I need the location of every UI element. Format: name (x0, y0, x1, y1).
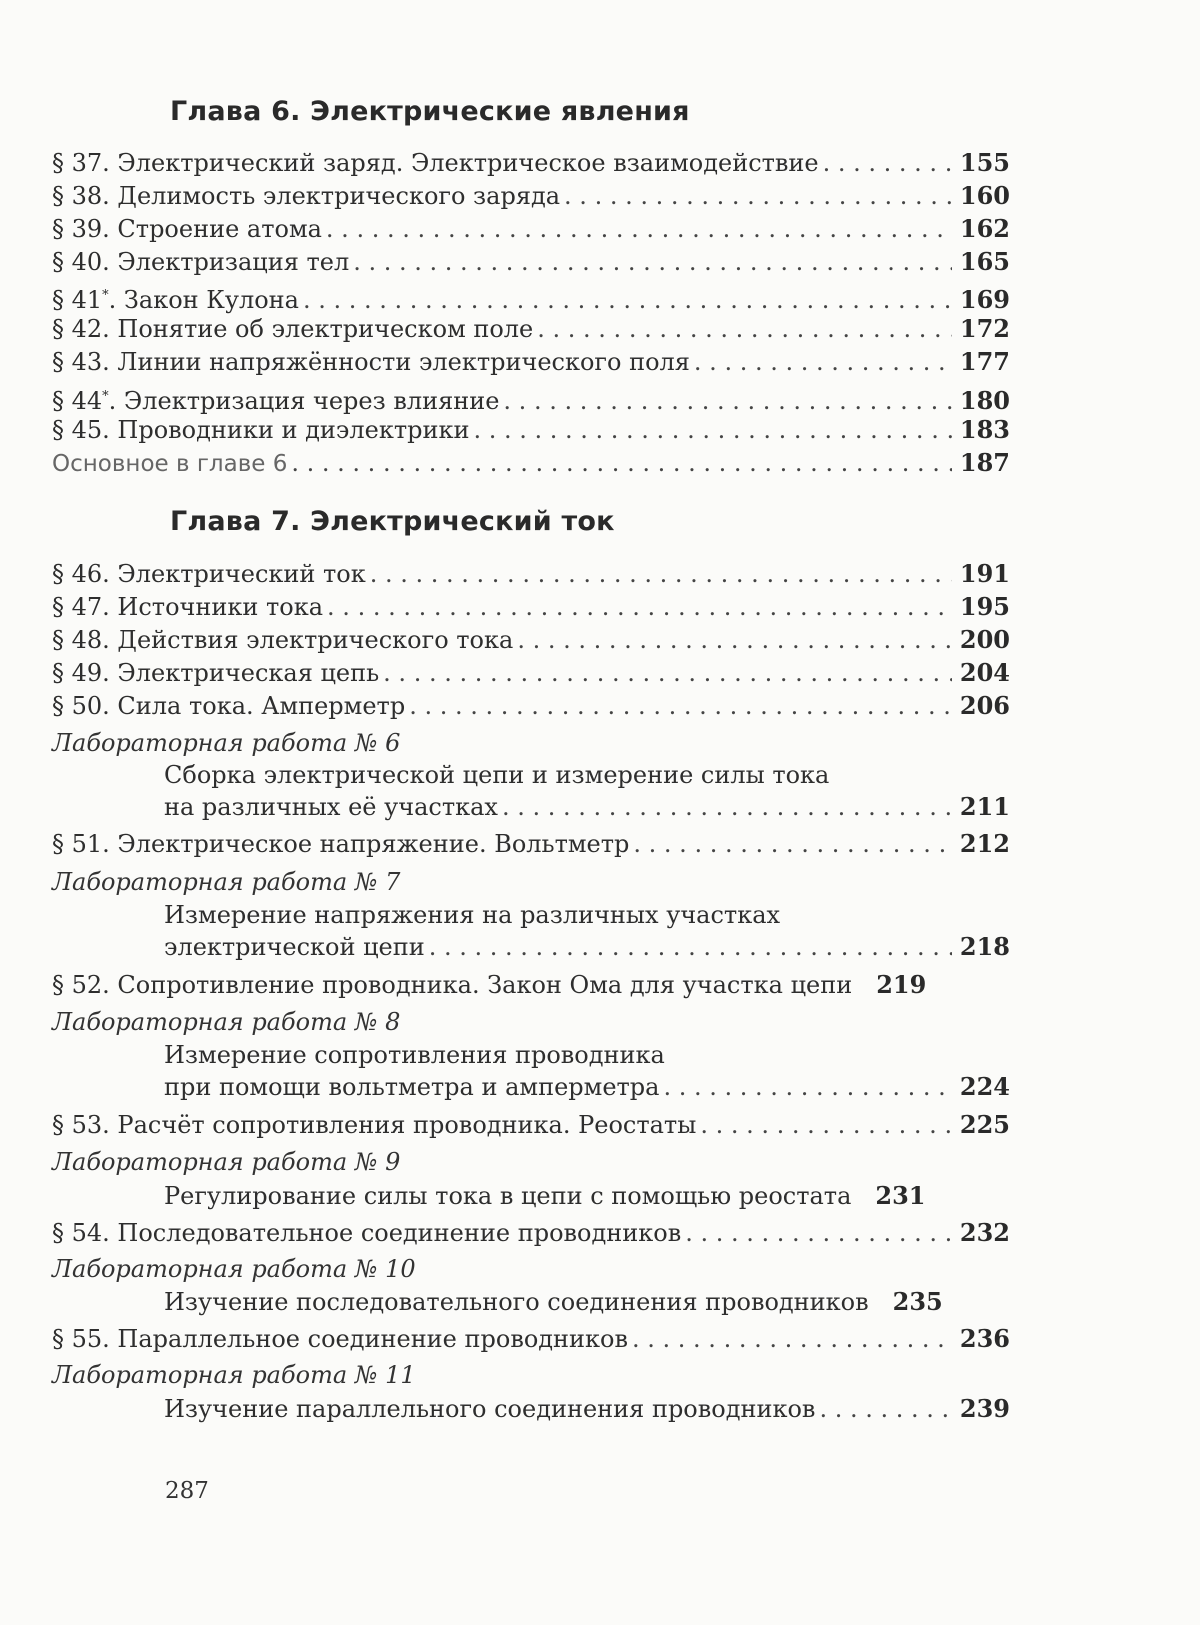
entry-label: § 54. Последовательное соединение проводников (52, 1219, 682, 1247)
chapter-7-title: Глава 7. Электрический ток (170, 506, 615, 537)
entry-page: 177 (959, 347, 1010, 376)
toc-entry (52, 691, 1010, 721)
entry-label: § 44*. Электризация через влияние (52, 387, 500, 415)
entry-page: 160 (959, 181, 1010, 210)
toc-entry (52, 314, 1010, 344)
entry-label: § 41*. Закон Кулона (52, 286, 299, 314)
entry-page: 172 (959, 314, 1010, 343)
lab-heading: Лабораторная работа № 10 (52, 1255, 416, 1283)
entry-page: 236 (959, 1324, 1010, 1353)
lab-heading: Лабораторная работа № 9 (52, 1148, 401, 1176)
entry-label: § 37. Электрический заряд. Электрическое взаимодействие (52, 149, 819, 177)
lab-heading: Лабораторная работа № 8 (52, 1008, 401, 1036)
entry-page: 200 (959, 625, 1010, 654)
lab-heading: Лабораторная работа № 7 (52, 868, 401, 896)
toc-entry (52, 970, 1010, 1000)
lab-heading: Лабораторная работа № 6 (52, 729, 401, 757)
entry-page: 224 (959, 1072, 1010, 1101)
entry-label: Изучение последовательного соединения проводников (164, 1288, 869, 1316)
entry-page: 219 (876, 970, 927, 999)
lab-title-line: Сборка электрической цепи и измерение силы тока (164, 761, 830, 789)
entry-page: 206 (959, 691, 1010, 720)
entry-label: § 53. Расчёт сопротивления проводника. Реостаты (52, 1111, 697, 1139)
toc-lab-entry (164, 792, 1010, 822)
toc-summary-entry (52, 448, 1010, 479)
toc-entry (52, 1218, 1010, 1248)
toc-lab-entry (164, 1287, 1010, 1317)
entry-label: при помощи вольтметра и амперметра (164, 1073, 660, 1101)
entry-label: § 40. Электризация тел (52, 248, 350, 276)
entry-page: 195 (959, 592, 1010, 621)
entry-page: 231 (875, 1181, 926, 1210)
entry-page: 191 (959, 559, 1010, 588)
entry-label: § 49. Электрическая цепь (52, 659, 380, 687)
entry-label: § 51. Электрическое напряжение. Вольтметр (52, 830, 630, 858)
entry-label: § 46. Электрический ток (52, 560, 366, 588)
entry-label: § 39. Строение атома (52, 215, 322, 243)
entry-page: 204 (959, 658, 1010, 687)
entry-page: 235 (892, 1287, 943, 1316)
entry-page: 225 (959, 1110, 1010, 1139)
toc-entry (52, 559, 1010, 589)
entry-page: 180 (959, 386, 1010, 415)
entry-label: § 43. Линии напряжённости электрического поля (52, 348, 690, 376)
toc-entry (52, 625, 1010, 655)
chapter-6-title: Глава 6. Электрические явления (170, 96, 690, 127)
toc-lab-entry (164, 1181, 1010, 1211)
toc-entry (52, 658, 1010, 688)
entry-label: электрической цепи (164, 933, 425, 961)
entry-page: 165 (959, 247, 1010, 276)
entry-label: § 48. Действия электрического тока (52, 626, 514, 654)
toc-entry (52, 415, 1010, 445)
toc-entry (52, 1324, 1010, 1354)
toc-entry (52, 382, 1010, 416)
lab-title-line: Измерение напряжения на различных участках (164, 901, 781, 929)
entry-page: 187 (959, 448, 1010, 477)
toc-entry (52, 347, 1010, 377)
toc-entry (52, 829, 1010, 859)
entry-page: 162 (959, 214, 1010, 243)
toc-entry (52, 592, 1010, 622)
entry-page: 211 (959, 792, 1010, 821)
toc-entry (52, 1110, 1010, 1140)
toc-lab-entry (164, 1072, 1010, 1102)
lab-heading: Лабораторная работа № 11 (52, 1361, 416, 1389)
entry-label: § 38. Делимость электрического заряда (52, 182, 561, 210)
toc-lab-entry (164, 932, 1010, 962)
entry-page: 239 (959, 1394, 1010, 1423)
entry-page: 155 (959, 148, 1010, 177)
entry-label: § 52. Сопротивление проводника. Закон Ома для участка цепи (52, 971, 853, 999)
toc-entry (52, 148, 1010, 178)
entry-page: 212 (959, 829, 1010, 858)
entry-label: Регулирование силы тока в цепи с помощью реостата (164, 1182, 852, 1210)
entry-page: 218 (959, 932, 1010, 961)
entry-label: § 55. Параллельное соединение проводников (52, 1325, 629, 1353)
toc-entry (52, 247, 1010, 277)
toc-lab-entry (164, 1394, 1010, 1424)
toc-entry (52, 214, 1010, 244)
entry-page: 232 (959, 1218, 1010, 1247)
entry-label: § 47. Источники тока (52, 593, 324, 621)
toc-entry (52, 281, 1010, 315)
entry-label: на различных её участках (164, 793, 498, 821)
entry-page: 169 (959, 285, 1010, 314)
entry-label: § 50. Сила тока. Амперметр (52, 692, 406, 720)
toc-entry (52, 181, 1010, 211)
entry-page: 183 (959, 415, 1010, 444)
entry-label: § 45. Проводники и диэлектрики (52, 416, 470, 444)
entry-label: Основное в главе 6 (52, 451, 288, 477)
entry-label: § 42. Понятие об электрическом поле (52, 315, 534, 343)
page-number: 287 (165, 1478, 209, 1504)
lab-title-line: Измерение сопротивления проводника (164, 1041, 665, 1069)
entry-label: Изучение параллельного соединения проводников (164, 1395, 816, 1423)
